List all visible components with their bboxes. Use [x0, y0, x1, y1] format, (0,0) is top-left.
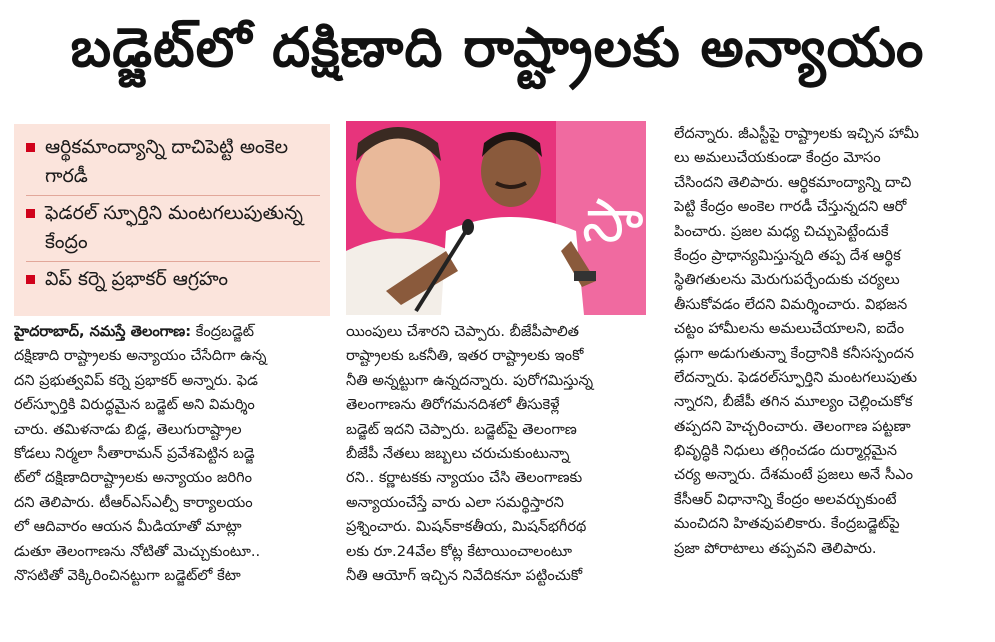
text-line: నీతి ఆయోగ్‌ ఇచ్చిన నివేదికనూ పట్టించుకో [346, 566, 583, 584]
text-line: నొసటితో వెక్కిరించినట్టుగా బడ్జెట్‌లో కేటా [14, 566, 241, 584]
highlight-item [26, 130, 320, 196]
text-line: పెట్టి కేంద్రం అంకెల గారడీ చేస్తున్నదని ఆరో [674, 198, 907, 216]
text-line: డ్లుగా అడుగుతున్నా కేంద్రానికి కనీసస్పందన [674, 344, 915, 362]
dateline: హైదరాబాద్‌, నమస్తే తెలంగాణ: [14, 323, 192, 340]
text-line: స్థితిగతులను మెరుగుపర్చేందుకు చర్యలు [674, 271, 900, 289]
highlight-text: ఆర్థికమాంద్యాన్ని దాచిపెట్టి అంకెల గారడీ [45, 136, 289, 187]
text-line: దని ప్రభుత్వవిప్‌ కర్నె ప్రభాకర్‌ అన్నారు. ఫెడ [14, 371, 258, 389]
text-line: తప్పదని హెచ్చరించారు. తెలంగాణ పట్టణా [674, 417, 911, 435]
text-line: లేదన్నారు. జీఎస్టీపై రాష్ట్రాలకు ఇచ్చిన హామీ [674, 125, 919, 142]
article-column-2 [346, 320, 646, 588]
text-line: కోడలు నిర్మలా సీతారామన్‌ ప్రవేశపెట్టిన బడ్జె [14, 444, 255, 462]
highlight-text: ఫెడరల్‌ స్ఫూర్తిని మంటగలుపుతున్న కేంద్రం [45, 202, 303, 253]
text-line: బడ్జెట్‌ ఇదని చెప్పారు. బడ్జెట్‌పై తెలంగాణ [346, 420, 577, 438]
text-line: చేసిందని తెలిపారు. ఆర్థికమాంద్యాన్ని దాచి [674, 173, 912, 191]
highlight-text: విప్‌ కర్నె ప్రభాకర్‌ ఆగ్రహం [45, 268, 229, 290]
text-line: ప్రజా పోరాటాలు తప్పవని తెలిపారు. [674, 539, 877, 557]
highlight-item [26, 196, 320, 262]
svg-text:సా: సా [582, 186, 644, 256]
text-line: లో ఆదివారం ఆయన మీడియాతో మాట్లా [14, 518, 242, 536]
text-line-part: కేంద్రబడ్జెట్‌ [195, 323, 255, 340]
text-line: చర్య అన్నారు. దేశమంటే ప్రజలు అనే సీఎం [674, 466, 913, 484]
text-line: రల్‌స్ఫూర్తికి విరుద్ధమైన బడ్జెట్‌ అని విమర్శిం [14, 396, 255, 414]
text-line: మంచిదని హితవుపలికారు. కేంద్రబడ్జెట్‌పై [674, 515, 900, 533]
text-line: లేదన్నారు. ఫెడరల్‌స్ఫూర్తిని మంటగలుపుతు [674, 368, 918, 386]
text-line: చారు. తమిళనాడు బిడ్డ, తెలుగురాష్ట్రాల [14, 420, 242, 438]
text-line: దని తెలిపారు. టీఆర్‌ఎస్‌ఎల్పీ కార్యాలయం [14, 493, 253, 511]
bullet-square-icon [26, 209, 35, 218]
text-line [14, 320, 332, 344]
headline: బడ్జెట్‌లో దక్షిణాది రాష్ట్రాలకు అన్యాయం [70, 15, 925, 79]
bullet-square-icon [26, 143, 35, 152]
text-line: న్నారని, బీజేపీ తగిన మూల్యం చెల్లించుకోక [674, 393, 913, 411]
text-line: బీజేపీ నేతలు జబ్బలు చరుచుకుంటున్నా [346, 444, 570, 462]
text-line: యింపులు చేశారని చెప్పారు. బీజేపీపాలిత [346, 323, 579, 340]
text-line: ట్‌లో దక్షిణాదిరాష్ట్రాలకు అన్యాయం జరిగిం [14, 469, 253, 487]
text-line: లు అమలుచేయకుండా కేంద్రం మోసం [674, 149, 881, 167]
text-line: అన్యాయంచేస్తే వారు ఎలా సమర్థిస్తారని [346, 493, 564, 511]
news-photo [346, 121, 646, 315]
bullet-square-icon [26, 275, 35, 284]
text-line: ప్రశ్నించారు. మిషన్‌కాకతీయ, మిషన్‌భగీరథ [346, 518, 587, 536]
highlight-item [26, 262, 320, 298]
highlights-box [14, 124, 330, 316]
text-line: భివృద్ధికి నిధులు తగ్గించడం దుర్మార్గమైన [674, 442, 898, 460]
text-line: చట్టం హామీలను అమలుచేయాలని, ఐదేం [674, 320, 905, 338]
text-line: డుతూ తెలంగాణను నోటితో మెచ్చుకుంటూ.. [14, 542, 261, 560]
article-column-3 [674, 122, 986, 561]
text-line: రని.. కర్ణాటకకు న్యాయం చేసి తెలంగాణకు [346, 469, 583, 487]
text-line: నీతి అన్నట్టుగా ఉన్నదన్నారు. పురోగమిస్తున్న [346, 371, 594, 389]
text-line: తీసుకోవడం లేదని విమర్శించారు. విభజన [674, 295, 908, 313]
text-line: పించారు. ప్రజల మధ్య చిచ్చుపెట్టేందుకే [674, 222, 889, 240]
text-line: కేసీఆర్‌ విధానాన్ని కేంద్రం అలవర్చుకుంటే [674, 490, 897, 508]
text-line: కేంద్రం ప్రాధాన్యమిస్తున్నది తప్ప దేశ ఆర్థిక [674, 246, 901, 264]
text-line: తెలంగాణను తిరోగమనదిశలో తీసుకెళ్లే [346, 396, 560, 414]
article-column-1 [14, 320, 332, 588]
text-line: లకు రూ.24వేల కోట్ల కేటాయించాలంటూ [346, 542, 572, 560]
text-line: రాష్ట్రాలకు ఒకనీతి, ఇతర రాష్ట్రాలకు ఇంకో [346, 347, 584, 365]
text-line: దక్షిణాది రాష్ట్రాలకు అన్యాయం చేసేదిగా ఉన్న [14, 347, 267, 365]
